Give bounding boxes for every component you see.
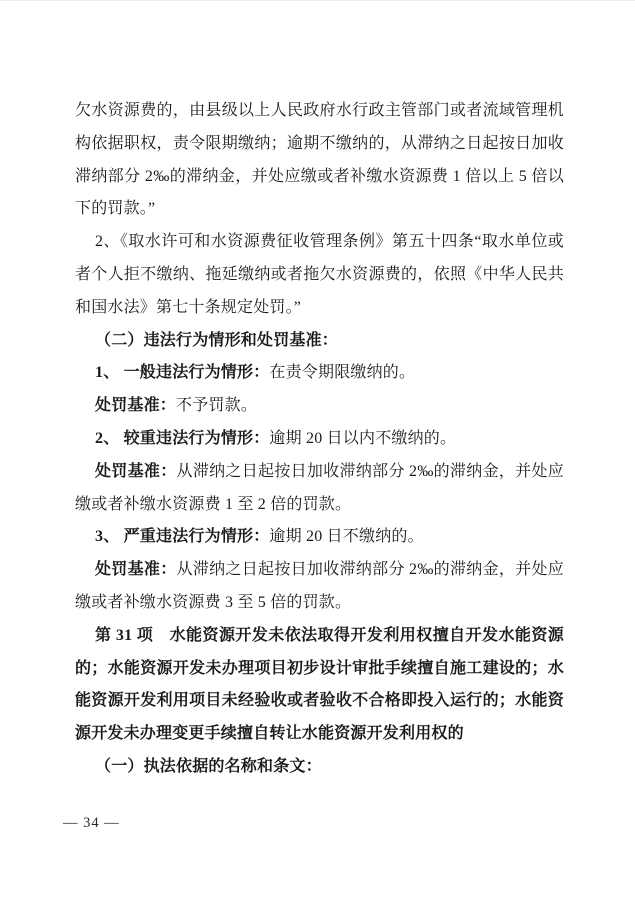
page-number: — 34 — [63, 815, 120, 831]
paragraph [75, 357, 564, 390]
text-run: 不予罚款。 [176, 397, 258, 415]
paragraph [75, 95, 564, 226]
text-run: 从滞纳之日起按日加收滞纳部分 2‰的滞纳金，并处应缴或者补缴水资源费 3 至 5 倍的罚款。 [75, 561, 564, 611]
bold-text-run: 处罚基准： [95, 462, 177, 480]
bold-text-run: 第 31 项 水能资源开发未依法取得开发利用权擅自开发水能资源的；水能资源开发未办理项目初步设计审批手续擅自施工建设的；水能资源开发利用项目未经验收或者验收不合格即投入运行的；水能资源开发未办理变更手续擅自转让水能资源开发利用权的 [75, 626, 564, 743]
bold-text-run: 1、 一般违法行为情形： [95, 364, 270, 382]
paragraph [75, 554, 564, 620]
paragraph [75, 521, 564, 554]
text-run: 逾期 20 日以内不缴纳的。 [269, 429, 457, 447]
paragraph [75, 226, 564, 324]
text-run: 逾期 20 日不缴纳的。 [269, 528, 424, 546]
document-content [75, 95, 564, 784]
bold-text-run: 处罚基准： [95, 397, 177, 415]
paragraph [75, 456, 564, 522]
bold-text-run: 2、 较重违法行为情形： [95, 429, 270, 447]
paragraph [75, 390, 564, 423]
paragraph [75, 620, 564, 751]
bold-text-run: （一）执法依据的名称和条文： [95, 757, 322, 775]
text-run: 2、《取水许可和水资源费征收管理条例》第五十四条“取水单位或者个人拒不缴纳、拖延缴纳或者拖欠水资源费的，依照《中华人民共和国水法》第七十条规定处罚。” [75, 233, 564, 316]
text-run: 从滞纳之日起按日加收滞纳部分 2‰的滞纳金，并处应缴或者补缴水资源费 1 至 2 倍的罚款。 [75, 462, 564, 513]
text-run: 欠水资源费的，由县级以上人民政府水行政主管部门或者流域管理机构依据职权，责令限期缴纳；逾期不缴纳的，从滞纳之日起按日加收滞纳部分 2‰的滞纳金，并处应缴或者补缴水资源费 1 倍以上 5 倍以下的罚款。” [75, 102, 564, 218]
bold-text-run: 3、 严重违法行为情形： [95, 528, 270, 546]
bold-text-run: 处罚基准： [95, 561, 177, 579]
text-run: 在责令期限缴纳的。 [269, 364, 416, 382]
paragraph [75, 751, 564, 784]
paragraph [75, 423, 564, 456]
bold-text-run: （二）违法行为情形和处罚基准： [95, 331, 339, 349]
paragraph [75, 325, 564, 358]
